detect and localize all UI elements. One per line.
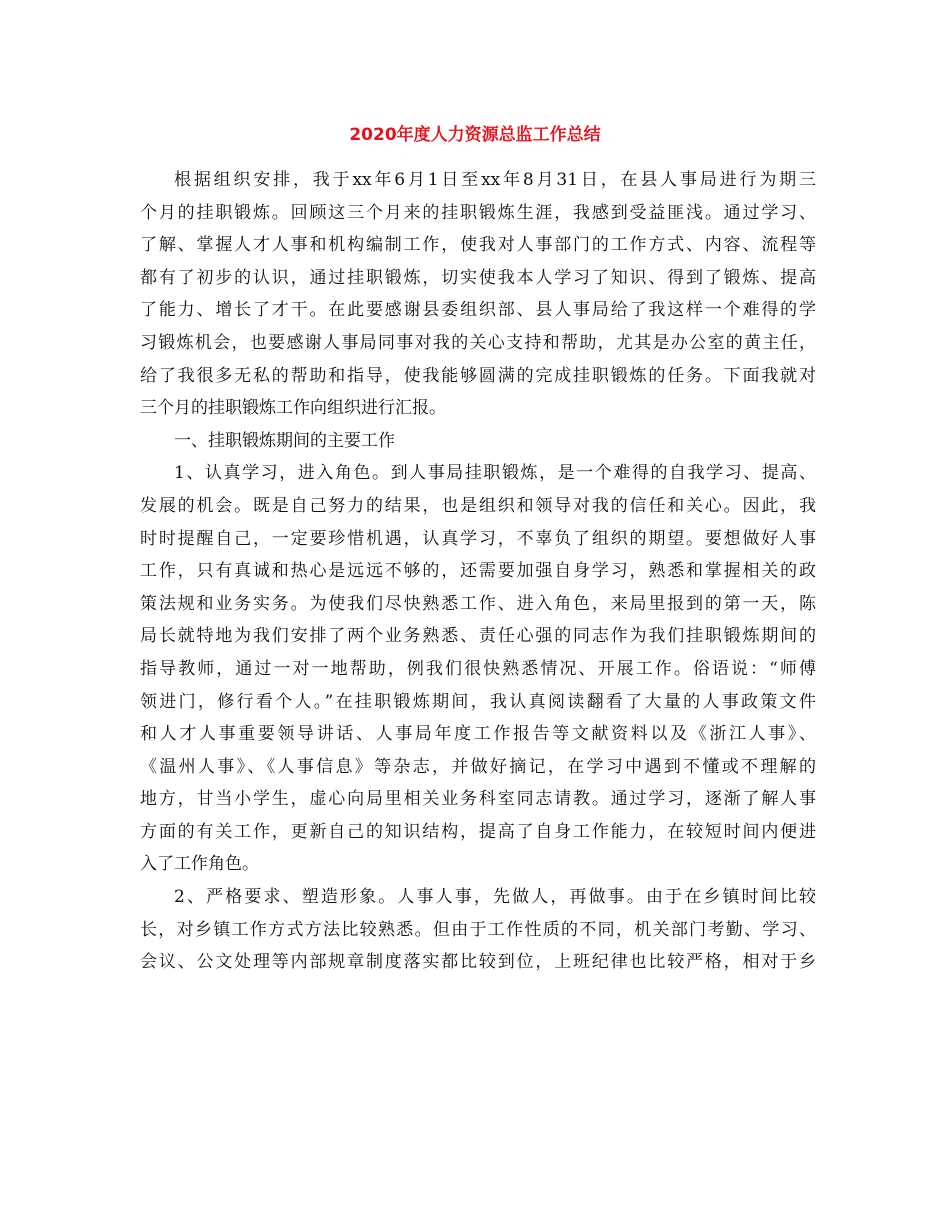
- paragraph-line: 长，对乡镇工作方式方法比较熟悉。但由于工作性质的不同，机关部门考勤、学习、: [140, 919, 816, 940]
- paragraph-line: 《温州人事》、《人事信息》等杂志，并做好摘记，在学习中遇到不懂或不理解的: [140, 756, 816, 777]
- paragraph-line: 个月的挂职锻炼。回顾这三个月来的挂职锻炼生涯，我感到受益匪浅。通过学习、: [140, 202, 816, 223]
- paragraph-line: 发展的机会。既是自己努力的结果，也是组织和领导对我的信任和关心。因此，我: [140, 495, 816, 516]
- paragraph-line: 策法规和业务实务。为使我们尽快熟悉工作、进入角色，来局里报到的第一天，陈: [140, 593, 816, 614]
- paragraph-line: 领进门，修行看个人。”在挂职锻炼期间，我认真阅读翻看了大量的人事政策文件: [140, 691, 816, 712]
- paragraph-line: 会议、公文处理等内部规章制度落实都比较到位，上班纪律也比较严格，相对于乡: [140, 952, 816, 973]
- paragraph-line: 2、严格要求、塑造形象。人事人事，先做人，再做事。由于在乡镇时间比较: [174, 887, 816, 908]
- document-body: [140, 164, 816, 979]
- document-title: 2020年度人力资源总监工作总结: [349, 125, 601, 145]
- paragraph-line: 时时提醒自己，一定要珍惜机遇，认真学习，不辜负了组织的期望。要想做好人事: [140, 528, 816, 549]
- paragraph-line: 给了我很多无私的帮助和指导，使我能够圆满的完成挂职锻炼的任务。下面我就对: [140, 365, 816, 386]
- paragraph-line: 地方，甘当小学生，虚心向局里相关业务科室同志请教。通过学习，逐渐了解人事: [140, 789, 816, 810]
- paragraph-line: 方面的有关工作，更新自己的知识结构，提高了自身工作能力，在较短时间内便进: [140, 821, 816, 842]
- section-heading: 一、挂职锻炼期间的主要工作: [174, 430, 395, 451]
- paragraph-line: 和人才人事重要领导讲话、人事局年度工作报告等文献资料以及《浙江人事》、: [140, 724, 816, 745]
- paragraph-line: 局长就特地为我们安排了两个业务熟悉、责任心强的同志作为我们挂职锻炼期间的: [140, 626, 816, 647]
- paragraph-line: 工作，只有真诚和热心是远远不够的，还需要加强自身学习，熟悉和掌握相关的政: [140, 561, 816, 582]
- paragraph-line: 入了工作角色。: [140, 854, 259, 875]
- paragraph-line: 指导教师，通过一对一地帮助，例我们很快熟悉情况、开展工作。俗语说：“师傅: [140, 658, 816, 679]
- paragraph-line: 都有了初步的认识，通过挂职锻炼，切实使我本人学习了知识、得到了锻炼、提高: [140, 267, 816, 288]
- paragraph-line: 三个月的挂职锻炼工作向组织进行汇报。: [140, 398, 446, 419]
- paragraph-line: 根据组织安排，我于xx年6月1日至xx年8月31日，在县人事局进行为期三: [174, 170, 816, 190]
- paragraph-line: 了能力、增长了才干。在此要感谢县委组织部、县人事局给了我这样一个难得的学: [140, 300, 816, 321]
- paragraph-line: 1、认真学习，进入角色。到人事局挂职锻炼，是一个难得的自我学习、提高、: [174, 463, 816, 484]
- paragraph-line: 习锻炼机会，也要感谢人事局同事对我的关心支持和帮助，尤其是办公室的黄主任，: [140, 332, 816, 353]
- paragraph-line: 了解、掌握人才人事和机构编制工作，使我对人事部门的工作方式、内容、流程等: [140, 235, 816, 256]
